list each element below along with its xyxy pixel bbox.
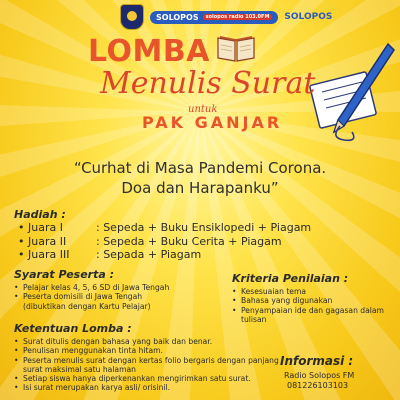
list-item: • Setiap siswa hanya diperkenankan mengirimkan satu surat. [14, 374, 284, 383]
list-item: • Penyampaian ide dan gagasan dalam tulisan [232, 306, 392, 325]
informasi-phone: 081226103103 [287, 381, 349, 390]
ketentuan-list [14, 337, 284, 393]
prize-rank: Juara III [28, 248, 70, 261]
list-item: • Kesesuaian tema [232, 287, 392, 296]
syarat-note: (dibuktikan dengan Kartu Pelajar) [23, 301, 151, 311]
prize-rank: Juara II [28, 234, 67, 248]
informasi-org: Radio Solopos FM [284, 371, 355, 380]
title-pak-ganjar: PAK GANJAR [142, 113, 283, 132]
list-item: • Peserta menulis surat dengan kertas folio bergaris dengan panjang surat maksimal satu halaman [14, 356, 284, 375]
quote-line-2: Doa dan Harapanku” [121, 179, 279, 197]
list-item: • Juara III : Sepada + Piagam [18, 248, 202, 261]
kriteria-heading: Kriteria Penilaian : [232, 272, 349, 285]
list-item: • Peserta domisili di Jawa Tengah [14, 292, 214, 301]
list-item: • Penulisan menggunakan tinta hitam. [14, 346, 284, 355]
hadiah-heading: Hadiah : [14, 208, 66, 221]
list-item: • Juara II : Sepeda + Buku Cerita + Piagam [18, 234, 282, 248]
list-item: • Isi surat merupakan karya asli/ orisinil. [14, 383, 284, 392]
list-item: • Surat ditulis dengan bahasa yang baik dan benar. [14, 337, 284, 346]
kriteria-list [232, 287, 392, 324]
book-icon [216, 32, 256, 62]
solopos-logo: SOLOPOS [284, 12, 333, 22]
solopos-radio-label: SOLOPOS [156, 12, 199, 22]
prize-rank: Juara I [28, 221, 63, 234]
radio-tag: solopos radio 103.0FM [203, 14, 273, 20]
header-logos [120, 4, 332, 30]
list-item: • Bahasa yang digunakan [232, 296, 392, 305]
title-lomba: LOMBA [88, 34, 210, 69]
solopos-radio-logo [150, 11, 278, 24]
quote-line-1: “Curhat di Masa Pandemi Corona. [73, 159, 327, 177]
syarat-section [14, 283, 214, 311]
crest-icon [120, 4, 144, 30]
prize-list [18, 221, 311, 262]
informasi-heading: Informasi : [280, 354, 354, 368]
prize-value: : Sepeda + Buku Ensiklopedi + Piagam [96, 221, 312, 234]
prize-value: : Sepada + Piagam [96, 248, 202, 261]
title-menulis-surat: Menulis Surat [100, 66, 316, 101]
list-item: • Pelajar kelas 4, 5, 6 SD di Jawa Tengah [14, 283, 214, 292]
title-untuk: untuk [188, 104, 218, 115]
syarat-list [14, 283, 214, 302]
theme-quote [40, 158, 360, 198]
prize-value: : Sepeda + Buku Cerita + Piagam [96, 234, 282, 248]
syarat-heading: Syarat Peserta : [14, 268, 115, 281]
ketentuan-heading: Ketentuan Lomba : [14, 322, 132, 335]
list-item: • Juara I : Sepeda + Buku Ensiklopedi + Piagam [18, 221, 312, 234]
